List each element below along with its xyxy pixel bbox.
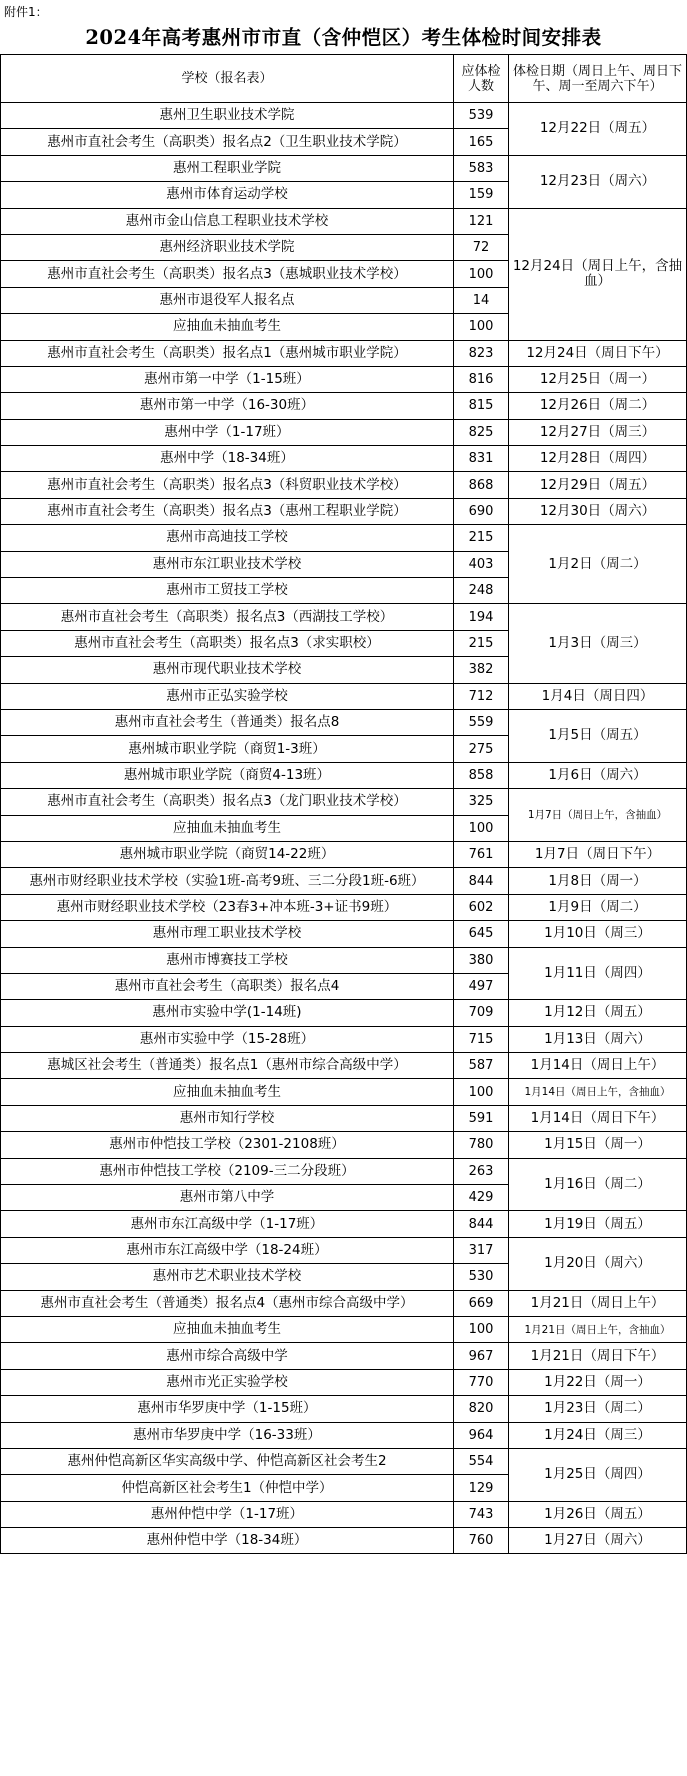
table-row <box>1 683 687 709</box>
count-cell: 554 <box>454 1448 509 1474</box>
school-cell: 惠州仲恺中学（1-17班） <box>1 1501 454 1527</box>
school-cell: 惠州仲恺中学（18-34班） <box>1 1528 454 1554</box>
school-cell: 惠州市体育运动学校 <box>1 182 454 208</box>
count-cell: 248 <box>454 578 509 604</box>
count-cell: 100 <box>454 1079 509 1105</box>
count-cell: 709 <box>454 1000 509 1026</box>
school-cell: 惠州城市职业学院（商贸1-3班） <box>1 736 454 762</box>
table-row <box>1 498 687 524</box>
school-cell: 惠州市东江高级中学（18-24班） <box>1 1237 454 1263</box>
school-cell: 惠州市财经职业技术学校（实验1班-高考9班、三二分段1班-6班） <box>1 868 454 894</box>
table-row <box>1 472 687 498</box>
date-cell: 12月22日（周五） <box>509 103 687 156</box>
count-cell: 760 <box>454 1528 509 1554</box>
count-cell: 591 <box>454 1105 509 1131</box>
date-cell: 1月4日（周日四） <box>509 683 687 709</box>
school-cell: 惠州市光正实验学校 <box>1 1369 454 1395</box>
date-cell: 1月15日（周一） <box>509 1132 687 1158</box>
school-cell: 惠州市直社会考生（普通类）报名点8 <box>1 709 454 735</box>
table-row <box>1 525 687 551</box>
date-cell: 1月21日（周日下午） <box>509 1343 687 1369</box>
date-cell: 1月14日（周日上午，含抽血） <box>509 1079 687 1105</box>
table-row <box>1 1105 687 1131</box>
date-cell: 1月12日（周五） <box>509 1000 687 1026</box>
table-row <box>1 789 687 815</box>
count-cell: 429 <box>454 1185 509 1211</box>
date-cell: 12月30日（周六） <box>509 498 687 524</box>
date-cell: 1月10日（周三） <box>509 921 687 947</box>
date-cell: 1月2日（周二） <box>509 525 687 604</box>
school-cell: 惠州市实验中学（15-28班） <box>1 1026 454 1052</box>
school-cell: 应抽血未抽血考生 <box>1 1079 454 1105</box>
table-row <box>1 1343 687 1369</box>
table-row <box>1 419 687 445</box>
date-cell: 1月22日（周一） <box>509 1369 687 1395</box>
date-cell: 12月27日（周三） <box>509 419 687 445</box>
school-cell: 惠州中学（1-17班） <box>1 419 454 445</box>
date-cell: 1月13日（周六） <box>509 1026 687 1052</box>
table-row <box>1 1211 687 1237</box>
count-cell: 72 <box>454 234 509 260</box>
school-cell: 惠州市直社会考生（高职类）报名点3（惠城职业技术学校） <box>1 261 454 287</box>
date-cell: 1月16日（周二） <box>509 1158 687 1211</box>
count-cell: 690 <box>454 498 509 524</box>
school-cell: 惠州城市职业学院（商贸14-22班） <box>1 841 454 867</box>
count-cell: 825 <box>454 419 509 445</box>
count-cell: 129 <box>454 1475 509 1501</box>
school-cell: 惠州市仲恺技工学校（2301-2108班） <box>1 1132 454 1158</box>
school-cell: 惠州市直社会考生（高职类）报名点3（龙门职业技术学校） <box>1 789 454 815</box>
table-row <box>1 1369 687 1395</box>
table-header-row <box>1 55 687 103</box>
table-row <box>1 103 687 129</box>
count-cell: 964 <box>454 1422 509 1448</box>
table-row <box>1 709 687 735</box>
school-cell: 惠州工程职业学院 <box>1 155 454 181</box>
table-row <box>1 947 687 973</box>
count-cell: 823 <box>454 340 509 366</box>
date-cell: 1月11日（周四） <box>509 947 687 1000</box>
count-cell: 858 <box>454 762 509 788</box>
table-body <box>1 103 687 1554</box>
count-cell: 215 <box>454 525 509 551</box>
count-cell: 497 <box>454 973 509 999</box>
page-title: 2024年高考惠州市市直（含仲恺区）考生体检时间安排表 <box>85 26 602 49</box>
count-cell: 100 <box>454 815 509 841</box>
date-cell: 1月3日（周三） <box>509 604 687 683</box>
school-cell: 应抽血未抽血考生 <box>1 815 454 841</box>
school-cell: 惠州卫生职业技术学院 <box>1 103 454 129</box>
count-cell: 559 <box>454 709 509 735</box>
table-row <box>1 841 687 867</box>
school-cell: 惠州市直社会考生（高职类）报名点3（求实职校） <box>1 630 454 656</box>
school-cell: 惠州市金山信息工程职业技术学校 <box>1 208 454 234</box>
table-row <box>1 1290 687 1316</box>
count-cell: 165 <box>454 129 509 155</box>
date-cell: 1月7日（周日下午） <box>509 841 687 867</box>
school-cell: 惠州市直社会考生（高职类）报名点3（西湖技工学校） <box>1 604 454 630</box>
header-school: 学校（报名表） <box>1 55 454 103</box>
date-cell: 12月29日（周五） <box>509 472 687 498</box>
table-row <box>1 604 687 630</box>
date-cell: 1月7日（周日上午，含抽血） <box>509 789 687 842</box>
date-cell: 12月24日（周日下午） <box>509 340 687 366</box>
count-cell: 587 <box>454 1053 509 1079</box>
school-cell: 惠州市东江职业技术学校 <box>1 551 454 577</box>
school-cell: 惠州市第八中学 <box>1 1185 454 1211</box>
school-cell: 惠城区社会考生（普通类）报名点1（惠州市综合高级中学） <box>1 1053 454 1079</box>
count-cell: 967 <box>454 1343 509 1369</box>
date-cell: 1月25日（周四） <box>509 1448 687 1501</box>
school-cell: 惠州市直社会考生（高职类）报名点3（科贸职业技术学校） <box>1 472 454 498</box>
count-cell: 317 <box>454 1237 509 1263</box>
header-date: 体检日期（周日上午、周日下午、周一至周六下午） <box>509 55 687 103</box>
count-cell: 645 <box>454 921 509 947</box>
table-row <box>1 1026 687 1052</box>
date-cell: 1月26日（周五） <box>509 1501 687 1527</box>
date-cell: 1月14日（周日上午） <box>509 1053 687 1079</box>
date-cell: 1月27日（周六） <box>509 1528 687 1554</box>
table-row <box>1 1422 687 1448</box>
count-cell: 868 <box>454 472 509 498</box>
count-cell: 100 <box>454 314 509 340</box>
school-cell: 惠州市直社会考生（高职类）报名点4 <box>1 973 454 999</box>
school-cell: 惠州经济职业技术学院 <box>1 234 454 260</box>
school-cell: 惠州仲恺高新区华实高级中学、仲恺高新区社会考生2 <box>1 1448 454 1474</box>
table-row <box>1 1158 687 1184</box>
school-cell: 惠州市正弘实验学校 <box>1 683 454 709</box>
attachment-label: 附件1： <box>4 5 48 19</box>
school-cell: 惠州市博赛技工学校 <box>1 947 454 973</box>
school-cell: 惠州市财经职业技术学校（23春3+冲本班-3+证书9班） <box>1 894 454 920</box>
table-row <box>1 1316 687 1342</box>
count-cell: 669 <box>454 1290 509 1316</box>
date-cell: 1月9日（周二） <box>509 894 687 920</box>
table-row <box>1 1000 687 1026</box>
count-cell: 602 <box>454 894 509 920</box>
table-row <box>1 1079 687 1105</box>
table-row <box>1 1528 687 1554</box>
school-cell: 惠州市工贸技工学校 <box>1 578 454 604</box>
date-cell: 12月28日（周四） <box>509 446 687 472</box>
count-cell: 844 <box>454 1211 509 1237</box>
date-cell: 12月26日（周二） <box>509 393 687 419</box>
school-cell: 惠州城市职业学院（商贸4-13班） <box>1 762 454 788</box>
count-cell: 816 <box>454 366 509 392</box>
count-cell: 831 <box>454 446 509 472</box>
count-cell: 539 <box>454 103 509 129</box>
count-cell: 403 <box>454 551 509 577</box>
school-cell: 惠州市直社会考生（高职类）报名点2（卫生职业技术学院） <box>1 129 454 155</box>
count-cell: 712 <box>454 683 509 709</box>
count-cell: 14 <box>454 287 509 313</box>
school-cell: 惠州市实验中学(1-14班) <box>1 1000 454 1026</box>
date-cell: 1月8日（周一） <box>509 868 687 894</box>
date-cell: 1月23日（周二） <box>509 1396 687 1422</box>
school-cell: 惠州市仲恺技工学校（2109-三二分段班） <box>1 1158 454 1184</box>
school-cell: 惠州市第一中学（1-15班） <box>1 366 454 392</box>
date-cell: 1月6日（周六） <box>509 762 687 788</box>
table-row <box>1 1132 687 1158</box>
date-cell: 1月24日（周三） <box>509 1422 687 1448</box>
count-cell: 715 <box>454 1026 509 1052</box>
count-cell: 325 <box>454 789 509 815</box>
table-row <box>1 1448 687 1474</box>
table-row <box>1 155 687 181</box>
table-row <box>1 1396 687 1422</box>
count-cell: 100 <box>454 261 509 287</box>
count-cell: 583 <box>454 155 509 181</box>
school-cell: 惠州市华罗庚中学（16-33班） <box>1 1422 454 1448</box>
count-cell: 815 <box>454 393 509 419</box>
table-row <box>1 393 687 419</box>
table-row <box>1 1053 687 1079</box>
count-cell: 159 <box>454 182 509 208</box>
date-cell: 12月24日（周日上午，含抽血） <box>509 208 687 340</box>
date-cell: 12月25日（周一） <box>509 366 687 392</box>
schedule-table <box>0 54 687 1554</box>
school-cell: 应抽血未抽血考生 <box>1 314 454 340</box>
table-row <box>1 868 687 894</box>
date-cell: 1月14日（周日下午） <box>509 1105 687 1131</box>
count-cell: 844 <box>454 868 509 894</box>
date-cell: 1月21日（周日上午，含抽血） <box>509 1316 687 1342</box>
table-row <box>1 446 687 472</box>
school-cell: 仲恺高新区社会考生1（仲恺中学） <box>1 1475 454 1501</box>
count-cell: 761 <box>454 841 509 867</box>
count-cell: 263 <box>454 1158 509 1184</box>
school-cell: 惠州市第一中学（16-30班） <box>1 393 454 419</box>
table-row <box>1 340 687 366</box>
date-cell: 1月20日（周六） <box>509 1237 687 1290</box>
count-cell: 121 <box>454 208 509 234</box>
table-row <box>1 762 687 788</box>
date-cell: 12月23日（周六） <box>509 155 687 208</box>
date-cell: 1月19日（周五） <box>509 1211 687 1237</box>
count-cell: 820 <box>454 1396 509 1422</box>
count-cell: 770 <box>454 1369 509 1395</box>
count-cell: 530 <box>454 1264 509 1290</box>
table-row <box>1 208 687 234</box>
count-cell: 100 <box>454 1316 509 1342</box>
table-row <box>1 921 687 947</box>
header-count: 应体检人数 <box>454 55 509 103</box>
table-row <box>1 366 687 392</box>
school-cell: 惠州市直社会考生（普通类）报名点4（惠州市综合高级中学） <box>1 1290 454 1316</box>
date-cell: 1月5日（周五） <box>509 709 687 762</box>
date-cell: 1月21日（周日上午） <box>509 1290 687 1316</box>
count-cell: 780 <box>454 1132 509 1158</box>
school-cell: 惠州市高迪技工学校 <box>1 525 454 551</box>
count-cell: 380 <box>454 947 509 973</box>
count-cell: 382 <box>454 657 509 683</box>
school-cell: 惠州市现代职业技术学校 <box>1 657 454 683</box>
school-cell: 惠州市华罗庚中学（1-15班） <box>1 1396 454 1422</box>
school-cell: 惠州市知行学校 <box>1 1105 454 1131</box>
school-cell: 惠州市东江高级中学（1-17班） <box>1 1211 454 1237</box>
school-cell: 惠州市综合高级中学 <box>1 1343 454 1369</box>
school-cell: 惠州市退役军人报名点 <box>1 287 454 313</box>
table-row <box>1 1501 687 1527</box>
school-cell: 惠州中学（18-34班） <box>1 446 454 472</box>
count-cell: 215 <box>454 630 509 656</box>
count-cell: 275 <box>454 736 509 762</box>
school-cell: 惠州市艺术职业技术学校 <box>1 1264 454 1290</box>
table-row <box>1 894 687 920</box>
school-cell: 惠州市直社会考生（高职类）报名点3（惠州工程职业学院） <box>1 498 454 524</box>
count-cell: 743 <box>454 1501 509 1527</box>
count-cell: 194 <box>454 604 509 630</box>
school-cell: 应抽血未抽血考生 <box>1 1316 454 1342</box>
school-cell: 惠州市理工职业技术学校 <box>1 921 454 947</box>
school-cell: 惠州市直社会考生（高职类）报名点1（惠州城市职业学院） <box>1 340 454 366</box>
table-row <box>1 1237 687 1263</box>
